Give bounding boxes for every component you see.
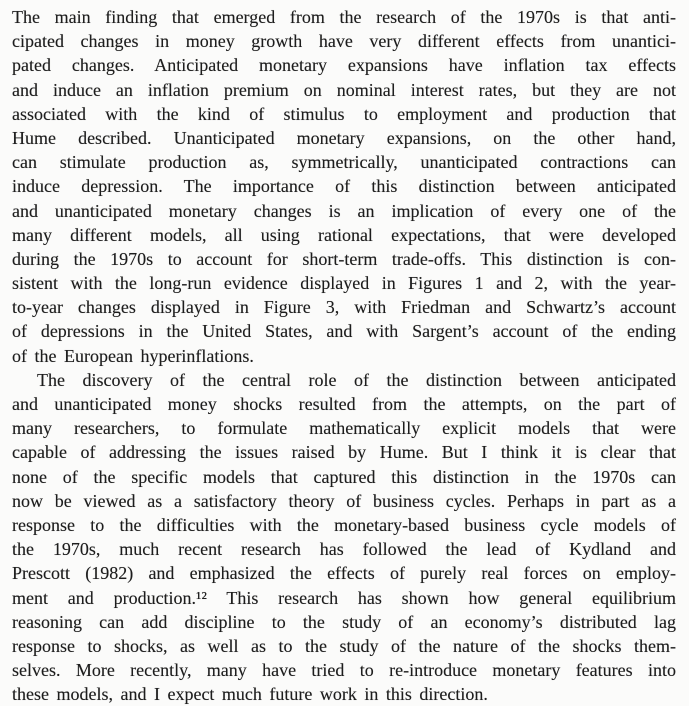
text-line: during the 1970s to account for short-term trade-offs. This distinction is con- xyxy=(12,248,676,269)
text-line: induce depression. The importance of this distinction between anticipated xyxy=(12,176,676,197)
text-line: and unanticipated money shocks resulted from the attempts, on the part of xyxy=(12,394,676,414)
text-line: many different models, all using rational expectations, that were developed xyxy=(12,224,676,245)
text-line: to-year changes displayed in Figure 3, with Friedman and Schwartz’s account xyxy=(12,297,676,318)
text-line: ment and production.¹² This research has shown how general equilibrium xyxy=(12,587,676,608)
text-line: cipated changes in money growth have very different effects from unantici- xyxy=(12,31,676,52)
text-line: and unanticipated monetary changes is an implication of every one of the xyxy=(12,200,676,221)
text-line: pated changes. Anticipated monetary expansions have inflation tax effects xyxy=(12,55,676,76)
text-line: of depressions in the United States, and with Sargent’s account of the ending xyxy=(12,321,676,342)
text-line: selves. More recently, many have tried to re-introduce monetary features into xyxy=(12,660,676,681)
text-line: response to shocks, as well as to the study of the nature of the shocks them- xyxy=(12,635,676,656)
text-line: reasoning can add discipline to the study of an economy’s distributed lag xyxy=(12,611,676,632)
text-line: can stimulate production as, symmetrically, unanticipated contractions can xyxy=(12,152,676,173)
text-line: Prescott (1982) and emphasized the effects of purely real forces on employ- xyxy=(12,563,676,584)
text-line: none of the specific models that captured this distinction in the 1970s can xyxy=(12,466,676,487)
text-line: The main finding that emerged from the research of the 1970s is that anti- xyxy=(12,7,676,27)
text-line: response to the difficulties with the monetary-based business cycle models of xyxy=(12,514,676,535)
text-line: sistent with the long-run evidence displayed in Figures 1 and 2, with the year- xyxy=(12,273,676,294)
text-line: these models, and I expect much future work in this direction. xyxy=(12,684,488,705)
text-line: capable of addressing the issues raised by Hume. But I think it is clear that xyxy=(12,442,676,463)
text-line: now be viewed as a satisfactory theory of business cycles. Perhaps in part as a xyxy=(12,490,676,511)
paragraph-2 xyxy=(12,368,676,706)
text-line: The discovery of the central role of the distinction between anticipated xyxy=(37,369,676,390)
text-line: and induce an inflation premium on nominal interest rates, but they are not xyxy=(12,79,676,100)
text-line: many researchers, to formulate mathematically explicit models that were xyxy=(12,418,676,439)
paragraph-1 xyxy=(12,5,676,368)
text-line: Hume described. Unanticipated monetary expansions, on the other hand, xyxy=(12,127,676,148)
text-line: the 1970s, much recent research has followed the lead of Kydland and xyxy=(12,539,676,560)
text-line: of the European hyperinflations. xyxy=(12,345,254,366)
text-line: associated with the kind of stimulus to employment and production that xyxy=(12,103,676,124)
